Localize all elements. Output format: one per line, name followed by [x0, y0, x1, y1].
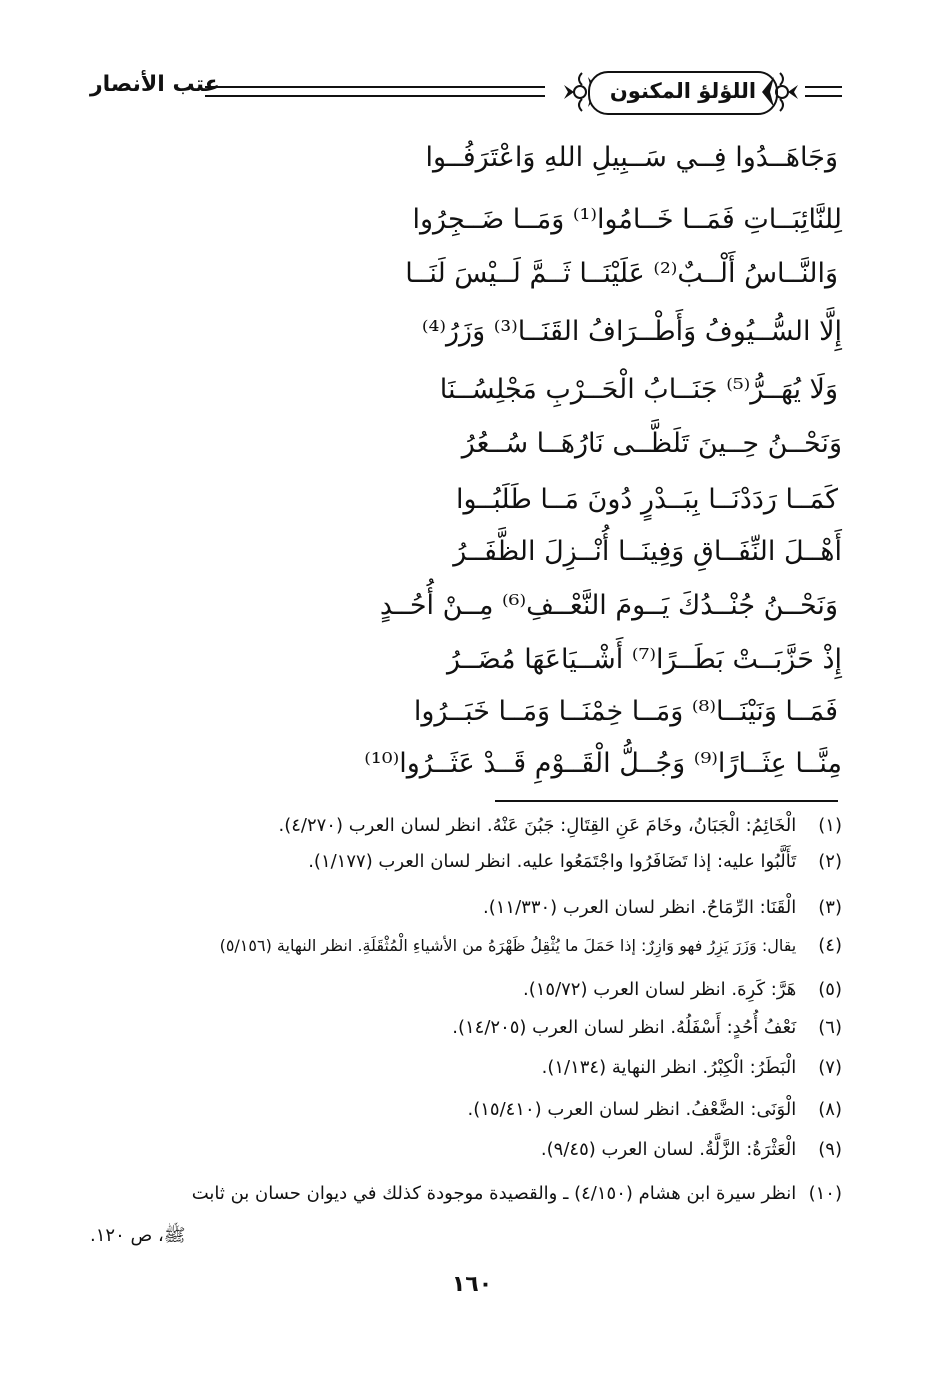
footnote-text: الْعَثْرَةُ: الزَّلَّةُ. لسان العرب (٩/٤٥). [540, 1139, 797, 1160]
verse-1-second-hemistich: لِلنَّائِبَــاتِ فَمَــا خَــامُوا⁽¹⁾ وَمَــا ضَــجِرُوا [412, 204, 842, 235]
footnote-separator [495, 800, 838, 802]
footnote-text: هَرَّ: كَرِهَ. انظر لسان العرب (١٥/٧٢). [522, 979, 797, 1000]
footnote-3 [90, 894, 842, 922]
footnote-2 [90, 848, 842, 876]
footnote-text: تَأَلَّبُوا عليه: إذا تَضَافَرُوا واجْتَمَعُوا عليه. انظر لسان العرب (١/١٧٧). [308, 851, 797, 872]
ornament-right-icon [760, 63, 800, 121]
footnote-text: الْوَنَى: الضَّعْفُ. انظر لسان العرب (١٥/٤١٠). [467, 1099, 797, 1120]
footnote-text: انظر سيرة ابن هشام (٤/١٥٠) ـ والقصيدة موجودة كذلك في ديوان حسان بن ثابت [191, 1183, 797, 1204]
verse-4-second-hemistich: أَهْــلَ النِّفَــاقِ وَفِينَــا أُنْــزِلَ الظَّفَــرُ [453, 536, 842, 567]
footnote-10 [90, 1180, 842, 1208]
verse-2-second-hemistich: إِلَّا السُّــيُوفُ وَأَطْــرَافُ القَنَــا⁽³⁾ وَزَرُ⁽⁴⁾ [421, 316, 842, 347]
footnote-7 [90, 1054, 842, 1082]
footnote-text: نَعْفُ أُحُدٍ: أَسْفَلُهُ. انظر لسان العرب (١٤/٢٠٥). [452, 1017, 797, 1038]
footnote-number: (١) [818, 815, 842, 836]
header-rule-right [805, 86, 842, 97]
verse-5-first-hemistich: وَنَحْــنُ جُنْــدُكَ يَــومَ النَّعْــفِ⁽⁶⁾ مِــنْ أُحُــدٍ [379, 590, 838, 621]
footnote-6 [90, 1014, 842, 1042]
footnote-9 [90, 1136, 842, 1164]
verse-5-second-hemistich: إِذْ حَزَّبَــتْ بَطَــرًا⁽⁷⁾ أَشْــيَاعَهَا مُضَــرُ [447, 644, 842, 675]
footnote-number: (١٠) [808, 1183, 842, 1204]
footnote-text: يقال: وَزَرَ يَزِرُ فهو وَازِرٌ: إذا حَمَلَ ما يُثْقِلُ ظَهْرَهُ من الأشياءِ الْمُثْقَلَةِ. انظر النهاية (٥/١٥٦) [219, 936, 797, 955]
footnote-number: (٨) [818, 1099, 842, 1120]
footnote-5 [90, 976, 842, 1004]
footnote-number: (٧) [818, 1057, 842, 1078]
verse-3-first-hemistich: وَلَا يُهَــرُّ⁽⁵⁾ جَنَــابُ الْحَــرْبِ مَجْلِسُــنَا [439, 374, 838, 405]
footnote-4 [90, 932, 842, 960]
verse-4-first-hemistich: كَمَــا رَدَدْنَــا بِبَــدْرٍ دُونَ مَــا طَلَبُــوا [455, 484, 838, 515]
chapter-title: عتب الأنصار [90, 72, 220, 97]
page-number: ١٦٠ [451, 1272, 493, 1297]
verse-6-second-hemistich: مِنَّــا عِثَــارًا⁽⁹⁾ وَجُــلُّ الْقَــوْمِ قَــدْ عَثَــرُوا⁽¹⁰⁾ [364, 748, 842, 779]
book-title: اللؤلؤ المكنون [609, 79, 757, 103]
book-title-cartouche [562, 63, 800, 121]
verse-2-first-hemistich: وَالنَّــاسُ أَلْــبٌ⁽²⁾ عَلَيْنَــا ثَــمَّ لَــيْسَ لَنَــا [405, 258, 838, 289]
footnote-number: (٦) [818, 1017, 842, 1038]
verse-6-first-hemistich: فَمَــا وَنَيْنَــا⁽⁸⁾ وَمَــا خِمْنَــا وَمَــا خَبَــرُوا [413, 696, 838, 727]
footnote-text: الْخَائِمُ: الْجَبَانُ، وخَامَ عَنِ القِتَالِ: جَبُنَ عَنْهُ. انظر لسان العرب (٤/٢٧٠). [278, 815, 797, 836]
footnote-number: (٩) [818, 1139, 842, 1160]
footnote-8 [90, 1096, 842, 1124]
footnote-text: الْقَنَا: الرِّمَاحُ. انظر لسان العرب (١١/٣٣٠). [483, 897, 797, 918]
header-rule-left [205, 86, 545, 97]
footnote-number: (٣) [818, 897, 842, 918]
page-header [90, 58, 842, 128]
footnote-number: (٥) [818, 979, 842, 1000]
footnote-number: (٢) [818, 851, 842, 872]
verse-1-first-hemistich: وَجَاهَــدُوا فِــي سَــبِيلِ اللهِ وَاعْتَرَفُــوا [425, 142, 838, 173]
footnote-number: (٤) [818, 935, 842, 956]
verse-3-second-hemistich: وَنَحْــنُ حِــينَ تَلَظَّــى نَارُهَــا سُــعُرُ [461, 428, 842, 459]
footnote-1 [90, 812, 842, 840]
footnote-10-continuation: ﷺ، ص ١٢٠. [90, 1225, 186, 1246]
footnote-text: الْبَطَرُ: الْكِبْرُ. انظر النهاية (١/١٣٤). [541, 1057, 797, 1078]
